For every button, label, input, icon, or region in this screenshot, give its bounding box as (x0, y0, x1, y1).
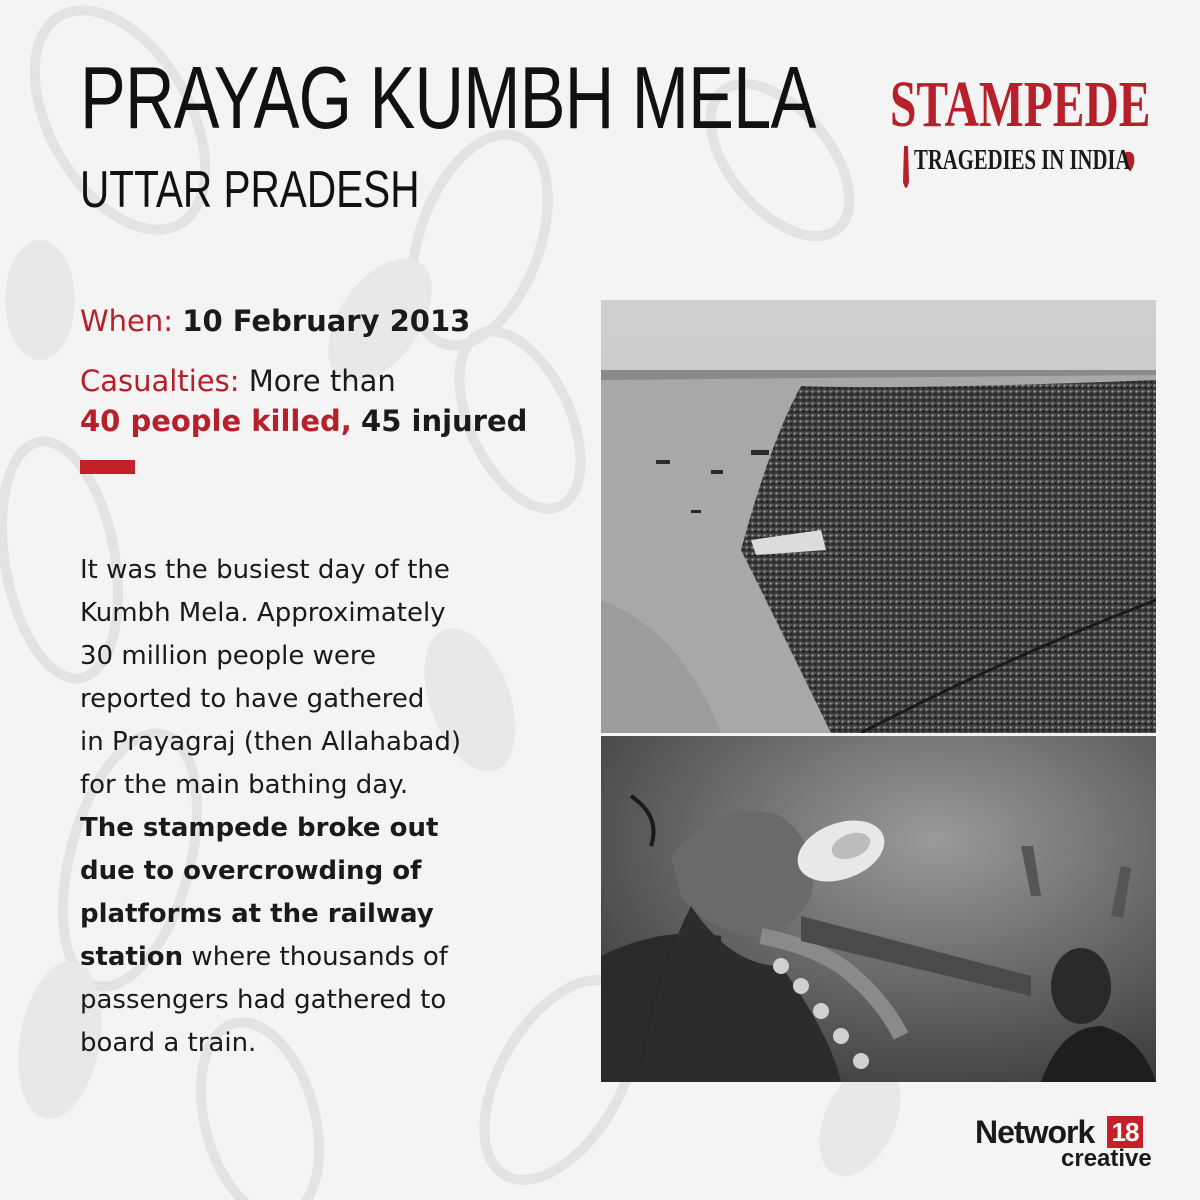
body-line: passengers had gathered to (80, 985, 447, 1015)
logo-main-text: STAMPEDE (890, 68, 1151, 141)
bold-text: platforms at the railway (80, 899, 434, 929)
page-title: PRAYAG KUMBH MELA (80, 48, 816, 147)
killed-count: 40 people killed, (80, 404, 352, 438)
casualties-prefix: More than (248, 364, 396, 398)
casualties-figures (80, 402, 527, 440)
body-line: 30 million people were (80, 641, 376, 671)
bold-text: station (80, 942, 184, 972)
brand-text: Network (975, 1114, 1095, 1150)
casualties-line (80, 362, 396, 400)
body-line: for the main bathing day. (80, 770, 409, 800)
section-divider (80, 460, 135, 474)
body-line: reported to have gathered (80, 684, 425, 714)
when-line (80, 302, 470, 340)
body-line: board a train. (80, 1028, 257, 1058)
when-label: When: (80, 304, 174, 338)
body-line: It was the busiest day of the (80, 555, 450, 585)
body-paragraph (80, 549, 550, 1065)
body-line: Kumbh Mela. Approximately (80, 598, 446, 628)
body-line-bold (80, 807, 550, 850)
injured-count: 45 injured (361, 404, 528, 438)
body-line-mixed (80, 936, 550, 979)
casualties-label: Casualties: (80, 364, 240, 398)
when-value: 10 February 2013 (182, 304, 471, 338)
body-line-bold (80, 893, 550, 936)
crowd-aerial-photo (601, 300, 1156, 733)
network18-creative-logo (975, 1114, 1155, 1174)
body-line-bold (80, 850, 550, 893)
logo-sub-text: TRAGEDIES IN INDIA (914, 145, 1131, 176)
brand-badge: 18 (1107, 1116, 1143, 1148)
bold-text: due to overcrowding of (80, 856, 422, 886)
body-line: in Prayagraj (then Allahabad) (80, 727, 461, 757)
brand-sub: creative (1061, 1145, 1152, 1172)
sadhu-conch-photo (601, 736, 1156, 1082)
stampede-series-logo (890, 70, 1150, 210)
page-subtitle: UTTAR PRADESH (80, 161, 420, 219)
bold-text: The stampede broke out (80, 813, 439, 843)
body-text-span: where thousands of (183, 942, 448, 972)
